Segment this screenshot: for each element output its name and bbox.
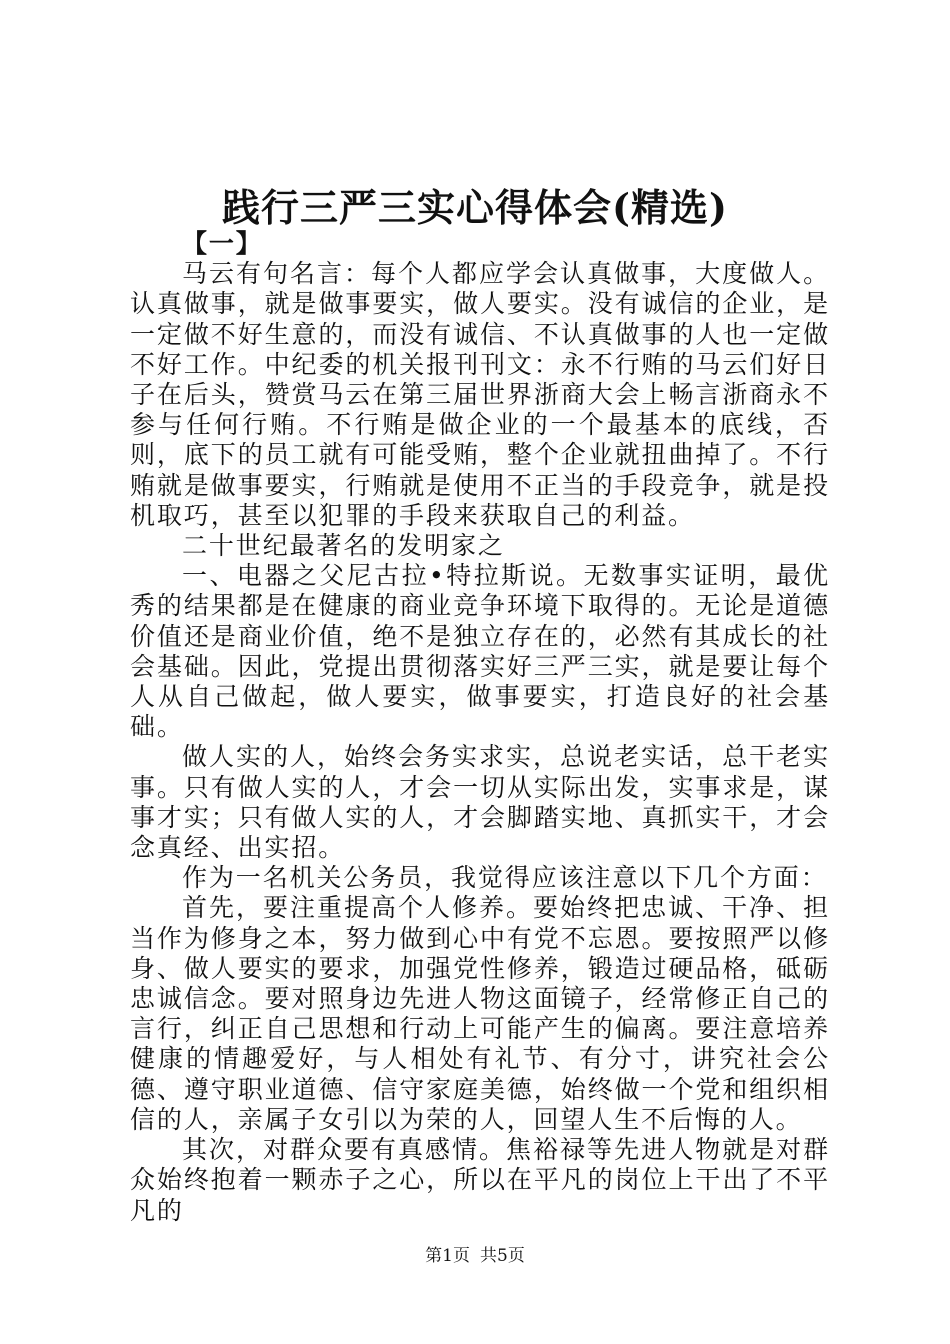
paragraph: 首先，要注重提高个人修养。要始终把忠诚、干净、担当作为修身之本，努力做到心中有党不忘恩。要按照严以修身、做人要实的要求，加强党性修养，锻造过硬品格，砥砺忠诚信念。要对照身边先进人物这面镜子，经常修正自己的言行，纠正自己思想和行动上可能产生的偏离。要注意培养健康的情趣爱好，与人相处有礼节、有分寸，讲究社会公德、遵守职业道德、信守家庭美德，始终做一个党和组织相信的人，亲属子女引以为荣的人，回望人生不后悔的人。 [130, 893, 830, 1134]
page-number-current: 第1页 [425, 1246, 470, 1266]
document-body [130, 229, 830, 1226]
paragraph: 作为一名机关公务员，我觉得应该注意以下几个方面： [182, 863, 828, 893]
section-marker: 【一】 [182, 229, 263, 258]
paragraph: 马云有句名言：每个人都应学会认真做事，大度做人。认真做事，就是做事要实，做人要实。没有诚信的企业，是一定做不好生意的，而没有诚信、不认真做事的人也一定做不好工作。中纪委的机关报刊刊文：永不行贿的马云们好日子在后头，赞赏马云在第三届世界浙商大会上畅言浙商永不参与任何行贿。不行贿是做企业的一个最基本的底线，否则，底下的员工就有可能受贿，整个企业就扭曲掉了。不行贿就是做事要实，行贿就是使用不正当的手段竞争，就是投机取巧，甚至以犯罪的手段来获取自己的利益。 [130, 259, 830, 530]
page-footer [0, 1244, 950, 1268]
paragraph: 其次，对群众要有真感情。焦裕禄等先进人物就是对群众始终抱着一颗赤子之心，所以在平凡的岗位上干出了不平凡的 [130, 1135, 830, 1225]
paragraph: 二十世纪最著名的发明家之 [182, 531, 505, 561]
page-number-total: 共5页 [480, 1246, 525, 1266]
paragraph: 做人实的人，始终会务实求实，总说老实话，总干老实事。只有做人实的人，才会一切从实际出发，实事求是，谋事才实；只有做人实的人，才会脚踏实地、真抓实干，才会念真经、出实招。 [130, 742, 830, 863]
page-title: 践行三严三实心得体会(精选) [222, 185, 728, 230]
paragraph: 一、电器之父尼古拉•特拉斯说。无数事实证明，最优秀的结果都是在健康的商业竞争环境下取得的。无论是道德价值还是商业价值，绝不是独立存在的，必然有其成长的社会基础。因此，党提出贯彻落实好三严三实，就是要让每个人从自己做起，做人要实，做事要实，打造良好的社会基础。 [130, 561, 830, 742]
